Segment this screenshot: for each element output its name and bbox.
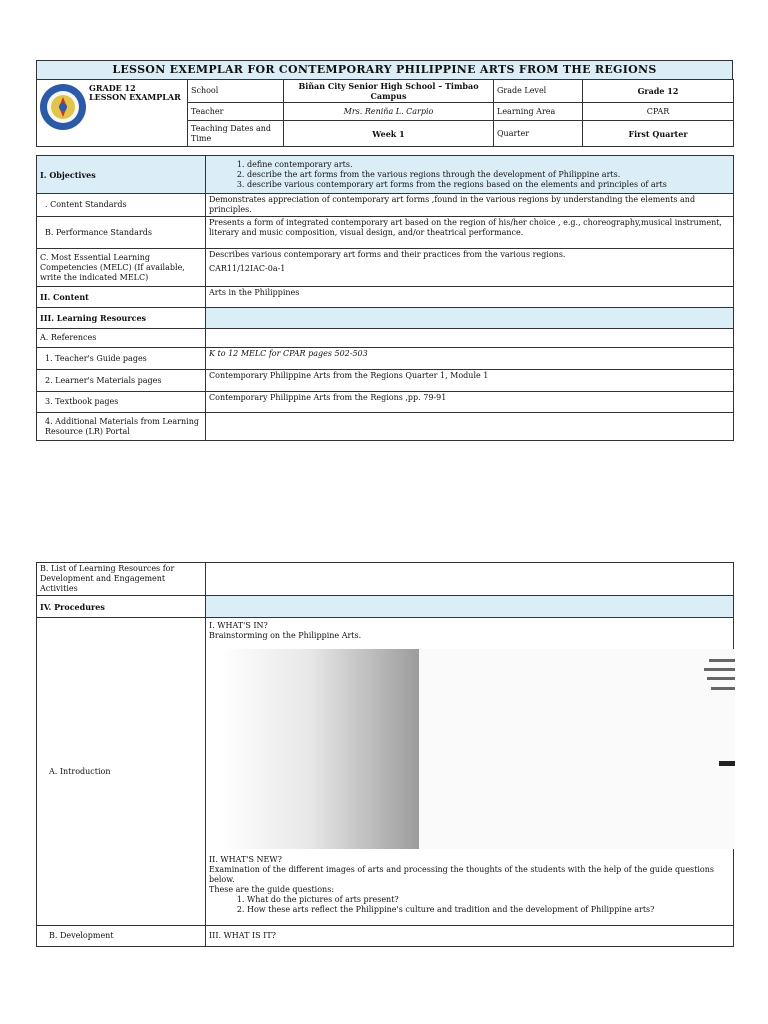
learning-area-value: CPAR (583, 103, 734, 121)
guide-questions-list (209, 895, 730, 915)
objective-item: 1. define contemporary arts. (247, 160, 730, 170)
arts-photo (419, 649, 735, 849)
learning-resources-label: III. Learning Resources (37, 308, 206, 329)
procedures-value (206, 596, 734, 618)
objectives-label: I. Objectives (37, 156, 206, 194)
procedures-label: IV. Procedures (37, 596, 206, 618)
deped-seal-icon (39, 83, 87, 131)
objectives-list (209, 160, 730, 190)
grade-level-value: Grade 12 (583, 80, 734, 103)
development-label: B. Development (37, 926, 206, 947)
quarter-value: First Quarter (583, 121, 734, 147)
introduction-label: A. Introduction (37, 618, 206, 926)
lr-portal-value (206, 413, 734, 441)
school-value: Biñan City Senior High School – Timbao Campus (284, 80, 494, 103)
learning-resources-value (206, 308, 734, 329)
examination-text: Examination of the different images of arts and processing the thoughts of the students with the help of the guide questions below. (209, 865, 714, 884)
objective-item: 3. describe various contemporary art forms from the regions based on the elements and principles of arts (247, 180, 730, 190)
melc-code: CAR11/12IAC-0a-1 (209, 264, 286, 273)
grade-level-label: Grade Level (494, 80, 583, 103)
logo-cell (37, 80, 188, 147)
list-of-resources-label: B. List of Learning Resources for Development and Engagement Activities (37, 563, 206, 596)
lesson-examplar-label: LESSON EXAMPLAR (89, 92, 181, 102)
teacher-label: Teacher (188, 103, 284, 121)
melc-value: Describes various contemporary art forms and their practices from the various regions. (209, 250, 566, 259)
teachers-guide-label: 1. Teacher's Guide pages (37, 348, 206, 370)
melc-cell (206, 249, 734, 287)
brainstorm-text: Brainstorming on the Philippine Arts. (209, 631, 362, 640)
header-info-table (36, 79, 734, 147)
quarter-label: Quarter (494, 121, 583, 147)
guide-question: 2. How these arts reflect the Philippine's culture and tradition and the development of Philippine arts? (247, 905, 730, 915)
arts-image (209, 649, 735, 849)
whats-new-heading: II. WHAT'S NEW? (209, 855, 282, 864)
whats-in-heading: I. WHAT'S IN? (209, 621, 268, 630)
objectives-list-cell (206, 156, 734, 194)
list-of-resources-value (206, 563, 734, 596)
performance-standards-label: B. Performance Standards (37, 217, 206, 249)
references-value (206, 329, 734, 348)
guide-intro-text: These are the guide questions: (209, 885, 335, 894)
content-standards-value: Demonstrates appreciation of contemporary art forms ,found in the various regions by understanding the elements and principles. (206, 194, 734, 217)
procedures-table (36, 562, 734, 947)
textbook-value: Contemporary Philippine Arts from the Regions ,pp. 79-91 (206, 392, 734, 413)
content-value: Arts in the Philippines (206, 287, 734, 308)
textbook-label: 3. Textbook pages (37, 392, 206, 413)
lesson-title: LESSON EXEMPLAR FOR CONTEMPORARY PHILIPPINE ARTS FROM THE REGIONS (36, 60, 733, 80)
learners-materials-value: Contemporary Philippine Arts from the Regions Quarter 1, Module 1 (206, 370, 734, 392)
objectives-table (36, 155, 734, 441)
content-label: II. Content (37, 287, 206, 308)
introduction-cell (206, 618, 734, 926)
melc-label: C. Most Essential Learning Competencies (MELC) (If available, write the indicated MELC) (37, 249, 206, 287)
teacher-value: Mrs. Reniña L. Carpio (284, 103, 494, 121)
content-standards-label: . Content Standards (37, 194, 206, 217)
learning-area-label: Learning Area (494, 103, 583, 121)
guide-question: 1. What do the pictures of arts present? (247, 895, 730, 905)
objective-item: 2. describe the art forms from the various regions through the development of Philippine arts. (247, 170, 730, 180)
grade-label: GRADE 12 (89, 83, 136, 93)
performance-standards-value: Presents a form of integrated contemporary art based on the region of his/her choice , e.g., choreography,musical instrument, literary and music composition, visual design, and/or theatrical performance. (206, 217, 734, 249)
learners-materials-label: 2. Learner's Materials pages (37, 370, 206, 392)
dates-value: Week 1 (284, 121, 494, 147)
school-label: School (188, 80, 284, 103)
references-label: A. References (37, 329, 206, 348)
whats-it-heading: III. WHAT IS IT? (206, 926, 734, 947)
lr-portal-label: 4. Additional Materials from Learning Resource (LR) Portal (37, 413, 206, 441)
teachers-guide-value: K to 12 MELC for CPAR pages 502-503 (206, 348, 734, 370)
dates-label: Teaching Dates and Time (188, 121, 284, 147)
image-gradient (219, 649, 419, 849)
